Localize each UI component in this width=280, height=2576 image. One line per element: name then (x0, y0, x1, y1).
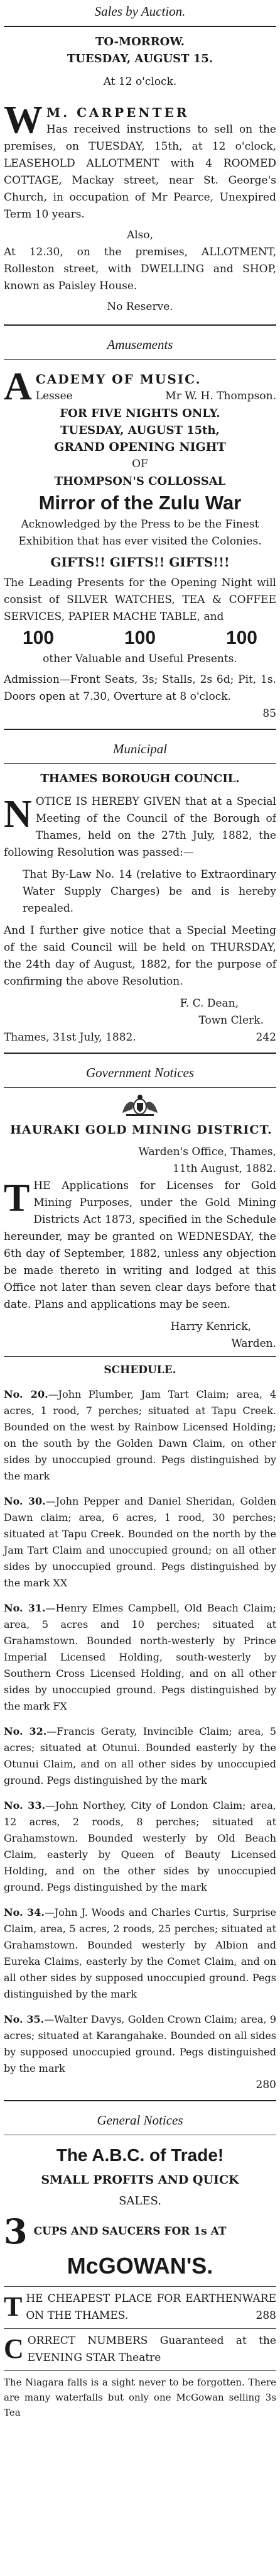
municipal-footer (4, 1029, 276, 1046)
amusements-date: TUESDAY, AUGUST 15th, (60, 424, 220, 437)
lessee-name: Mr W. H. Thompson. (165, 390, 276, 402)
amusements-opening: GRAND OPENING NIGHT (54, 440, 226, 454)
amusements-of: OF (132, 458, 148, 470)
entry-number: No. 35. (4, 2013, 45, 2025)
cheapest-notice (4, 2291, 276, 2324)
government-header-text: Government Notices (85, 1065, 195, 1080)
auction-date: TUESDAY, AUGUST 15. (67, 52, 213, 65)
schedule-list (4, 1386, 276, 2077)
divider (4, 2286, 276, 2287)
government-body (4, 1178, 276, 1313)
entry-text: —John J. Woods and Charles Curtis, Surprise Claim, area, 5 acres, 2 roods, 25 perches; situated at Grahamstown. Bounded westerly by Albion and Eureka Claims, easterly by the Comet Claim, and on all other sides by supposed unoccupied ground. Pegs distinguished by the mark (4, 1906, 276, 2000)
auction-reserve: No Reserve. (107, 301, 173, 313)
gifts-more: other Valuable and Useful Presents. (43, 653, 237, 665)
venue-line (4, 366, 276, 405)
auction-notice (4, 27, 276, 316)
divider (4, 1356, 276, 1357)
general-header (4, 2101, 276, 2135)
gifts-description: The Leading Presents for the Opening Night will consist of SILVER WATCHES, TEA & COFFEE SERVICES, PAPIER MACHE TABLE, and (4, 577, 276, 623)
clerk-signature: F. C. Dean, (180, 997, 239, 1010)
cups-line (4, 2211, 276, 2252)
entry-number: No. 31. (4, 1602, 46, 1614)
schedule-entry (4, 1386, 276, 1484)
further-notice: And I further give notice that a Special Meeting of the said Council will be held on THURSDAY, the 24th day of August, 1882, for the purpose of confirming the above Resolution. (4, 924, 276, 988)
entry-text: —Walter Davys, Golden Crown Claim; area, 9 acres; situated at Karangahake. Bounded on all sides by supposed unoccupied ground. Pegs distinguished by the mark (4, 2013, 277, 2074)
schedule-entry (4, 1904, 276, 2003)
general-header-text: General Notices (97, 2113, 183, 2128)
warden-office-date: 11th August, 1882. (173, 1163, 276, 1175)
admission-prices: Admission—Front Seats, 3s; Stalls, 2s 6d; Pit, 1s. Doors open at 7.30, Overture at 8 o'clock. (4, 673, 276, 703)
divider (4, 1087, 276, 1088)
store-name: McGOWAN'S. (67, 2253, 213, 2279)
auction-body: Has received instructions to sell on the premises, on TUESDAY, 15th, at 12 o'clock, LEASEHOLD ALLOTMENT with 4 ROOMED COTTAGE, Mackay street, near St. George's Church, in occupation of Mr Pearce, Unexpired Term 10 years. (4, 123, 276, 221)
municipal-notice-body (4, 793, 276, 861)
show-title: Mirror of the Zulu War (38, 492, 242, 514)
gift-count-1: 100 (23, 627, 55, 648)
big-numeral: 3 (4, 2211, 28, 2252)
municipal-place-date: Thames, 31st July, 1882. (4, 1031, 136, 1044)
entry-number: No. 34. (4, 1906, 45, 1918)
district-title: HAURAKI GOLD MINING DISTRICT. (10, 1123, 272, 1137)
schedule-entry (4, 1600, 276, 1715)
divider (4, 2328, 276, 2329)
entry-text: —John Northey, City of London Claim; area, 12 acres, 2 roods, 8 perches; situated at Grahamstown. Bounded westerly by Old Beach Claim, easterly by Queen of Beauty Licensed Holding, and on the other sides by unoccupied ground. Pegs distinguished by the mark (4, 1799, 276, 1893)
auction-time: At 12 o'clock. (103, 75, 177, 88)
entry-number: No. 32. (4, 1725, 47, 1737)
cups-text: CUPS AND SAUCERS FOR 1s AT (33, 2225, 227, 2238)
schedule-entry (4, 2011, 276, 2077)
masthead-title: Sales by Auction. (94, 4, 186, 19)
warden-office: Warden's Office, Thames, (138, 1146, 276, 1158)
royal-coat-of-arms-icon (120, 1094, 160, 1118)
amusements-ref: 85 (262, 707, 276, 720)
show-acknowledged: Acknowledged by the Press to be the Finest Exhibition that has ever visited the Colonies. (18, 518, 262, 548)
government-header (4, 1054, 276, 1087)
auctioneer-initial: W (4, 99, 43, 141)
entry-text: —Francis Geraty, Invincible Claim; area, 5 acres; situated at Otunui. Bounded easterly by the Otunui Claim, and on all other sides by unoccupied ground. Pegs distinguished by the mark (4, 1725, 276, 1786)
auction-masthead (4, 0, 276, 26)
government-notice (4, 1094, 276, 2094)
amusements-header-text: Amusements (107, 337, 173, 352)
government-ref: 280 (256, 2079, 276, 2091)
sales-line: SALES. (119, 2194, 161, 2208)
auction-also: Also, (126, 229, 154, 241)
auctioneer-line (4, 99, 276, 223)
government-body-text: HE Applications for Licenses for Gold Mining Purposes, under the Gold Mining Districts Act 1873, specified in the Schedule hereunder, may be granted on WEDNESDAY, the 6th day of September, 1882, unless any objection be made thereto in writing and lodged at this Office not later than seven clear days before that date. Plans and applications may be seen. (4, 1180, 276, 1311)
entry-text: —John Pepper and Daniel Sheridan, Golden Dawn claim; area, 6 acres, 1 rood, 30 perches; situated at Tapu Creek. Bounded on the north by the Jam Tart Claim and unoccupied ground; on all other sides by unoccupied ground. Pegs distinguished by the mark XX (4, 1495, 276, 1589)
warden-name: Harry Kenrick, (170, 1320, 251, 1333)
correct-text: ORRECT NUMBERS Guaranteed at the EVENING STAR Theatre (27, 2335, 276, 2364)
abc-headline: The A.B.C. of Trade! (56, 2145, 224, 2165)
schedule-entry (4, 1493, 276, 1591)
auction-body-2: At 12.30, on the premises, ALLOTMENT, Rolleston street, with DWELLING and SHOP, known as Paisley House. (4, 246, 276, 292)
venue-initial: A (4, 366, 32, 405)
cheapest-text: HE CHEAPEST PLACE FOR EARTHENWARE ON THE THAMES. (26, 2292, 276, 2322)
council-name: THAMES BOROUGH COUNCIL. (40, 772, 240, 785)
amusements-header (4, 326, 276, 359)
municipal-header-text: Municipal (112, 741, 168, 756)
lessee-line (36, 388, 276, 405)
auctioneer-name: M. CARPENTER (46, 105, 190, 120)
cheapest-ref: 288 (256, 2309, 276, 2322)
cheapest-initial: T (4, 2291, 23, 2322)
show-owner: THOMPSON'S COLLOSSAL (54, 475, 226, 488)
divider (4, 2370, 276, 2371)
entry-text: —John Plumber, Jam Tart Claim; area, 4 acres, 1 rood, 7 perches; situated at Tapu Creek. Bounded on the west by Rainbow Licensed Holding; on the south by the Golden Dawn Claim, on other sides by unoccupied ground. Pegs distinguished by the mark (4, 1388, 276, 1482)
municipal-header (4, 730, 276, 763)
entry-number: No. 30. (4, 1495, 46, 1507)
gift-counts (4, 626, 276, 651)
schedule-title: SCHEDULE. (104, 1364, 176, 1376)
correct-numbers-notice (4, 2333, 276, 2367)
gifts-banner: GIFTS!! GIFTS!! GIFTS!!! (50, 555, 230, 570)
amusements-nights: FOR FIVE NIGHTS ONLY. (60, 407, 220, 420)
niagara-notice: The Niagara falls is a sight never to be forgotten. There are many waterfalls but only one McGowan selling 3s Tea (4, 2377, 276, 2418)
lessee-label: Lessee (35, 390, 73, 402)
general-notice (4, 2135, 276, 2420)
venue-name: CADEMY OF MUSIC. (35, 372, 202, 387)
warden-title: Warden. (231, 1337, 276, 1350)
correct-initial: C (4, 2333, 24, 2364)
municipal-ref: 242 (256, 1031, 276, 1044)
entry-number: No. 33. (4, 1799, 46, 1811)
resolution-text: That By-Law No. 14 (relative to Extraordinary Water Supply Charges) be and is hereby repealed. (23, 868, 276, 915)
clerk-title: Town Clerk. (198, 1014, 264, 1027)
entry-text: —Henry Elmes Campbell, Old Beach Claim; area, 5 acres and 10 perches; situated at Grahamstown. Bounded north-westerly by Prince Imperial Licensed Holding, south-westerly by Southern Cross Licensed Holding, and on all other sides by unoccupied ground. Pegs distinguished by the mark FX (4, 1602, 276, 1712)
municipal-notice (4, 764, 276, 1046)
amusements-notice (4, 360, 276, 722)
auction-tomorrow: TO-MORROW. (95, 35, 185, 48)
entry-number: No. 20. (4, 1388, 48, 1400)
gift-count-2: 100 (124, 627, 156, 648)
gift-count-3: 100 (225, 627, 257, 648)
small-profits: SMALL PROFITS AND QUICK (41, 2173, 239, 2187)
government-initial: T (4, 1178, 30, 1220)
notice-initial: N (4, 793, 32, 836)
schedule-entry (4, 1723, 276, 1789)
notice-text: OTICE IS HEREBY GIVEN that at a Special Meeting of the Council of the Borough of Thames, held on the 27th July, 1882, the following Resolution was passed:— (4, 795, 276, 859)
schedule-entry (4, 1798, 276, 1896)
